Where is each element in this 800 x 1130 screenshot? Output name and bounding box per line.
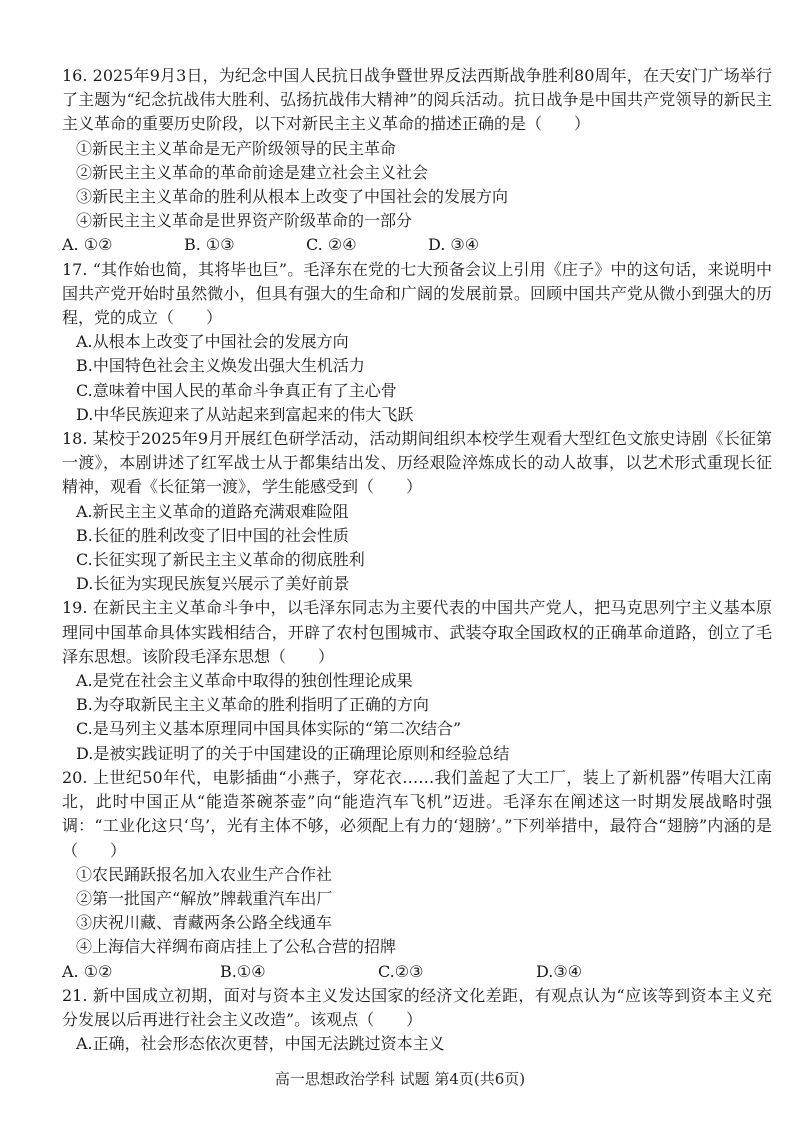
choice-b: B.①④: [220, 961, 266, 981]
question-stem: 17. “其作始也简，其将毕也巨”。毛泽东在党的七大预备会议上引用《庄子》中的这句话，来说明中国共产党开始时虽然微小，但具有强大的生命和广阔的发展前景。回顾中国共产党从微小到强大的历程，党的成立（ ）: [62, 259, 772, 328]
question-stem: 19. 在新民主主义革命斗争中，以毛泽东同志为主要代表的中国共产党人，把马克思列宁主义基本原理同中国革命具体实践相结合，开辟了农村包围城市、武装夺取全国政权的正确革命道路，创立了毛泽东思想。该阶段毛泽东思想（ ）: [62, 598, 772, 666]
option-a: A.从根本上改变了中国社会的发展方向: [76, 332, 349, 352]
question-20: [62, 766, 772, 984]
choice-b: B. ①③: [184, 235, 235, 255]
statement-4: ④新民主主义革命是世界资产阶级革命的一部分: [76, 211, 413, 231]
option-c: C.意味着中国人民的革命斗争真正有了主心骨: [76, 380, 397, 400]
option-c: C.长征实现了新民主主义革命的彻底胜利: [76, 550, 365, 570]
answer-choices: [62, 233, 772, 257]
page-content: [62, 64, 772, 1056]
choice-d: D. ③④: [428, 235, 480, 255]
option-d: D.是被实践证明了的关于中国建设的正确理论原则和经验总结: [76, 743, 510, 763]
option-b: B.为夺取新民主主义革命的胜利指明了正确的方向: [76, 695, 429, 715]
option-a: A.正确，社会形态依次更替，中国无法跳过资本主义: [76, 1034, 445, 1054]
choice-c: C.②③: [378, 961, 424, 981]
question-stem: 21. 新中国成立初期，面对与资本主义发达国家的经济文化差距，有观点认为“应该等到资本主义充分发展以后再进行社会主义改造”。该观点（ ）: [62, 985, 772, 1029]
option-a: A.新民主主义革命的道路充满艰难险阻: [76, 501, 349, 521]
option-b: B.长征的胜利改变了旧中国的社会性质: [76, 525, 349, 545]
question-19: [62, 596, 772, 765]
question-stem: 16. 2025年9月3日，为纪念中国人民抗日战争暨世界反法西斯战争胜利80周年，在天安门广场举行了主题为“纪念抗战伟大胜利、弘扬抗战伟大精神”的阅兵活动。抗日战争是中国共产党领导的新民主主义革命的重要历史阶段，以下对新民主主义革命的描述正确的是（ ）: [62, 66, 772, 134]
choice-d: D.③④: [536, 961, 583, 981]
statement-4: ④上海信大祥绸布商店挂上了公私合营的招牌: [76, 937, 397, 957]
statement-1: ①新民主主义革命是无产阶级领导的民主革命: [76, 138, 397, 158]
option-b: B.中国特色社会主义焕发出强大生机活力: [76, 356, 365, 376]
option-d: D.长征为实现民族复兴展示了美好前景: [76, 574, 350, 594]
question-stem: 18. 某校于2025年9月开展红色研学活动，活动期间组织本校学生观看大型红色文旅史诗剧《长征第一渡》，本剧讲述了红军战士从于都集结出发、历经艰险淬炼成长的动人故事，以艺术形式重现长征精神，观看《长征第一渡》，学生能感受到（ ）: [62, 429, 772, 497]
option-c: C.是马列主义基本原理同中国具体实际的“第二次结合”: [76, 719, 462, 739]
choice-a: A. ①②: [62, 235, 113, 255]
statement-3: ③新民主主义革命的胜利从根本上改变了中国社会的发展方向: [76, 187, 509, 207]
question-18: [62, 427, 772, 596]
statement-2: ②第一批国产“解放”牌载重汽车出厂: [76, 888, 333, 908]
answer-choices: [62, 960, 772, 984]
question-21: [62, 984, 772, 1057]
statement-2: ②新民主主义革命的革命前途是建立社会主义社会: [76, 162, 429, 182]
question-17: [62, 258, 772, 427]
choice-a: A. ①②: [62, 961, 113, 981]
choice-c: C. ②④: [306, 235, 357, 255]
option-a: A.是党在社会主义革命中取得的独创性理论成果: [76, 671, 413, 691]
statement-3: ③庆祝川藏、青藏两条公路全线通车: [76, 913, 333, 933]
statement-1: ①农民踊跃报名加入农业生产合作社: [76, 864, 333, 884]
option-d: D.中华民族迎来了从站起来到富起来的伟大飞跃: [76, 404, 414, 424]
page-footer: 高一思想政治学科 试题 第4页(共6页): [274, 1070, 526, 1088]
question-16: [62, 64, 772, 258]
question-stem: 20. 上世纪50年代，电影插曲“小燕子，穿花衣……我们盖起了大工厂，装上了新机器”传唱大江南北，此时中国正从“能造茶碗茶壶”向“能造汽车飞机”迈进。毛泽东在阐述这一时期发展战略时强调：“工业化这只‘鸟’，光有主体不够，必须配上有力的‘翅膀’。”下列举措中，最符合“翅膀”内涵的是（ ）: [62, 767, 772, 860]
